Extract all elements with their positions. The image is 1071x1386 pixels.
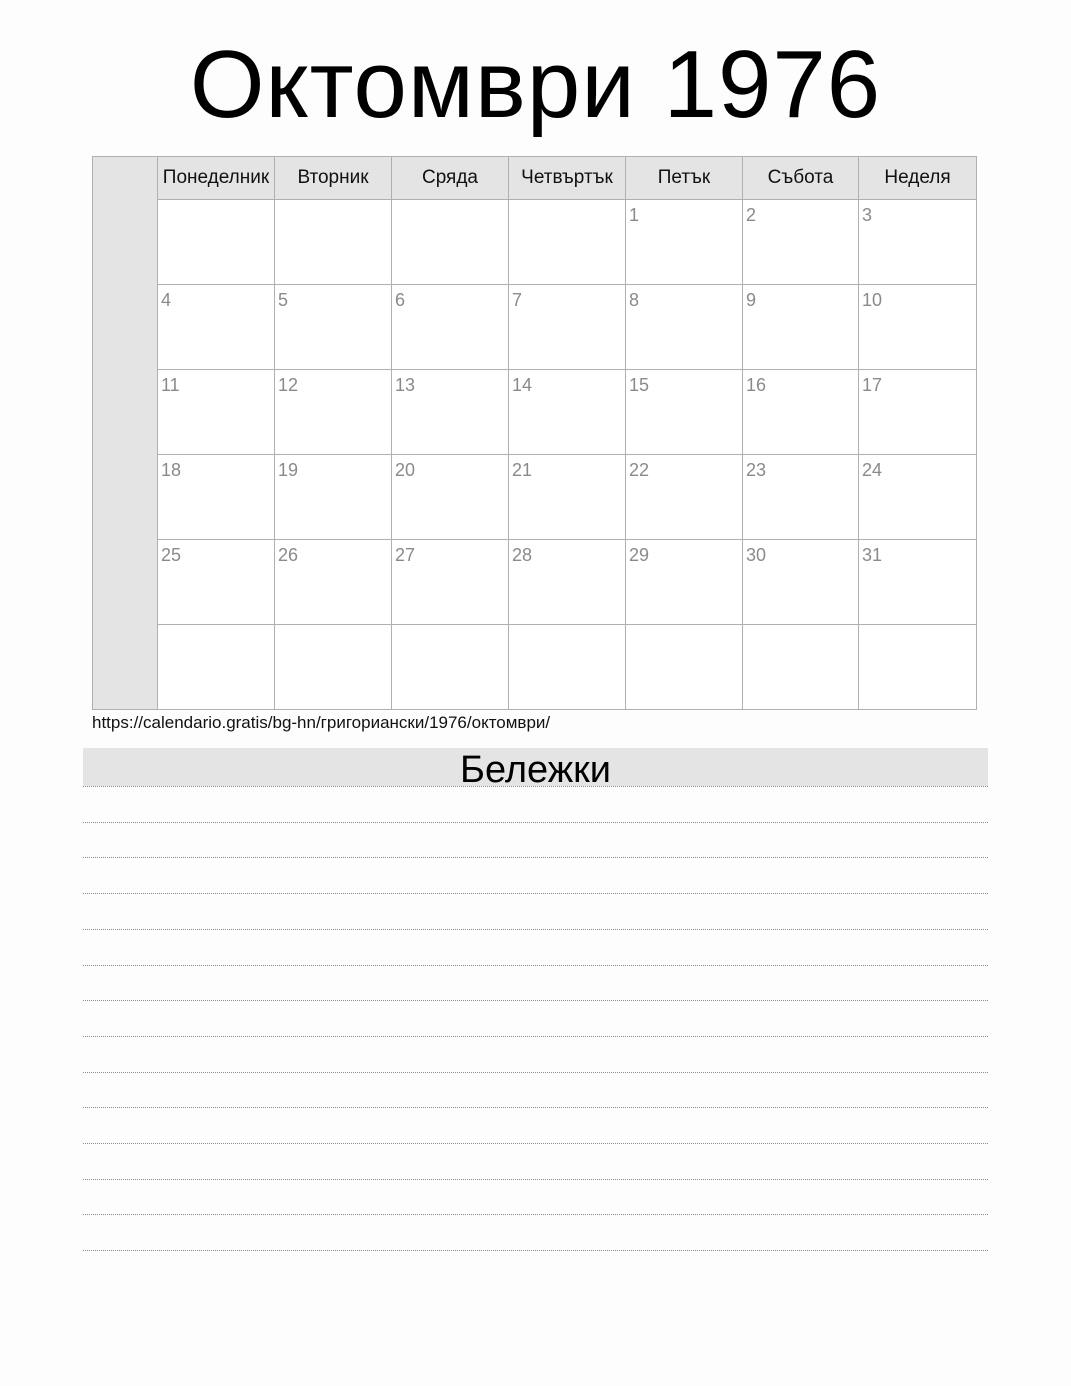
day-cell <box>509 540 626 625</box>
day-number: 26 <box>278 545 299 565</box>
day-cell <box>743 370 859 455</box>
day-cell <box>743 625 859 709</box>
day-cell <box>509 625 626 709</box>
day-cell <box>743 285 859 370</box>
day-number: 7 <box>512 290 523 310</box>
day-number: 10 <box>862 290 883 310</box>
calendar-days <box>158 157 976 709</box>
day-cell <box>859 455 976 540</box>
notes-line <box>83 857 988 858</box>
weekday-header: Петък <box>626 157 743 200</box>
notes-line <box>83 1036 988 1037</box>
day-cell <box>859 285 976 370</box>
day-cell <box>392 370 509 455</box>
day-number: 13 <box>395 375 416 395</box>
day-cell <box>509 370 626 455</box>
day-cell <box>626 370 743 455</box>
day-cell <box>158 285 275 370</box>
notes-line <box>83 893 988 894</box>
day-cell <box>275 285 392 370</box>
day-cell <box>275 540 392 625</box>
day-number: 12 <box>278 375 299 395</box>
day-cell <box>158 370 275 455</box>
day-cell <box>743 455 859 540</box>
day-cell <box>509 200 626 285</box>
notes-title: Бележки <box>83 748 988 786</box>
day-number: 24 <box>862 460 883 480</box>
day-cell <box>743 540 859 625</box>
day-number: 27 <box>395 545 416 565</box>
day-cell <box>275 370 392 455</box>
day-cell <box>275 625 392 709</box>
day-cell <box>158 625 275 709</box>
notes-line <box>83 965 988 966</box>
day-number: 4 <box>161 290 172 310</box>
day-number: 20 <box>395 460 416 480</box>
day-number: 18 <box>161 460 182 480</box>
day-number: 25 <box>161 545 182 565</box>
day-cell <box>392 540 509 625</box>
day-cell <box>158 200 275 285</box>
day-number: 29 <box>629 545 650 565</box>
day-number: 3 <box>862 205 873 225</box>
notes-line <box>83 786 988 787</box>
day-cell <box>626 540 743 625</box>
calendar-grid <box>92 156 977 710</box>
notes-line <box>83 1072 988 1073</box>
day-number: 14 <box>512 375 533 395</box>
day-number: 28 <box>512 545 533 565</box>
day-number: 23 <box>746 460 767 480</box>
day-number: 22 <box>629 460 650 480</box>
day-cell <box>626 200 743 285</box>
notes-line <box>83 1179 988 1180</box>
weekday-header: Неделя <box>859 157 976 200</box>
day-cell <box>626 455 743 540</box>
day-number: 6 <box>395 290 406 310</box>
day-number: 21 <box>512 460 533 480</box>
day-cell <box>859 370 976 455</box>
weekday-header: Сряда <box>392 157 509 200</box>
notes-line <box>83 1250 988 1251</box>
day-cell <box>158 540 275 625</box>
weekday-header: Събота <box>743 157 859 200</box>
day-cell <box>509 455 626 540</box>
day-cell <box>392 285 509 370</box>
day-cell <box>275 455 392 540</box>
day-cell <box>392 200 509 285</box>
day-number: 5 <box>278 290 289 310</box>
day-number: 11 <box>161 375 180 395</box>
day-number: 15 <box>629 375 650 395</box>
weekday-header: Четвъртък <box>509 157 626 200</box>
day-cell <box>392 455 509 540</box>
notes-line <box>83 1107 988 1108</box>
day-cell <box>509 285 626 370</box>
week-number-column <box>93 157 158 709</box>
notes-line <box>83 929 988 930</box>
notes-line <box>83 1000 988 1001</box>
day-number: 9 <box>746 290 757 310</box>
day-number: 19 <box>278 460 299 480</box>
day-number: 8 <box>629 290 640 310</box>
day-cell <box>626 625 743 709</box>
page-title: Октомври 1976 <box>189 31 882 138</box>
notes-line <box>83 822 988 823</box>
day-number: 30 <box>746 545 767 565</box>
day-cell <box>626 285 743 370</box>
weekday-header: Вторник <box>275 157 392 200</box>
day-cell <box>743 200 859 285</box>
day-cell <box>392 625 509 709</box>
day-cell <box>158 455 275 540</box>
day-cell <box>859 200 976 285</box>
day-cell <box>859 540 976 625</box>
source-url[interactable]: https://calendario.gratis/bg-hn/григориански/1976/октомври/ <box>92 713 551 732</box>
day-number: 2 <box>746 205 757 225</box>
day-number: 1 <box>629 205 640 225</box>
day-cell <box>859 625 976 709</box>
day-cell <box>275 200 392 285</box>
day-number: 16 <box>746 375 767 395</box>
notes-line <box>83 1143 988 1144</box>
weekday-header: Понеделник <box>158 157 275 200</box>
day-number: 17 <box>862 375 883 395</box>
day-number: 31 <box>862 545 883 565</box>
notes-line <box>83 1214 988 1215</box>
